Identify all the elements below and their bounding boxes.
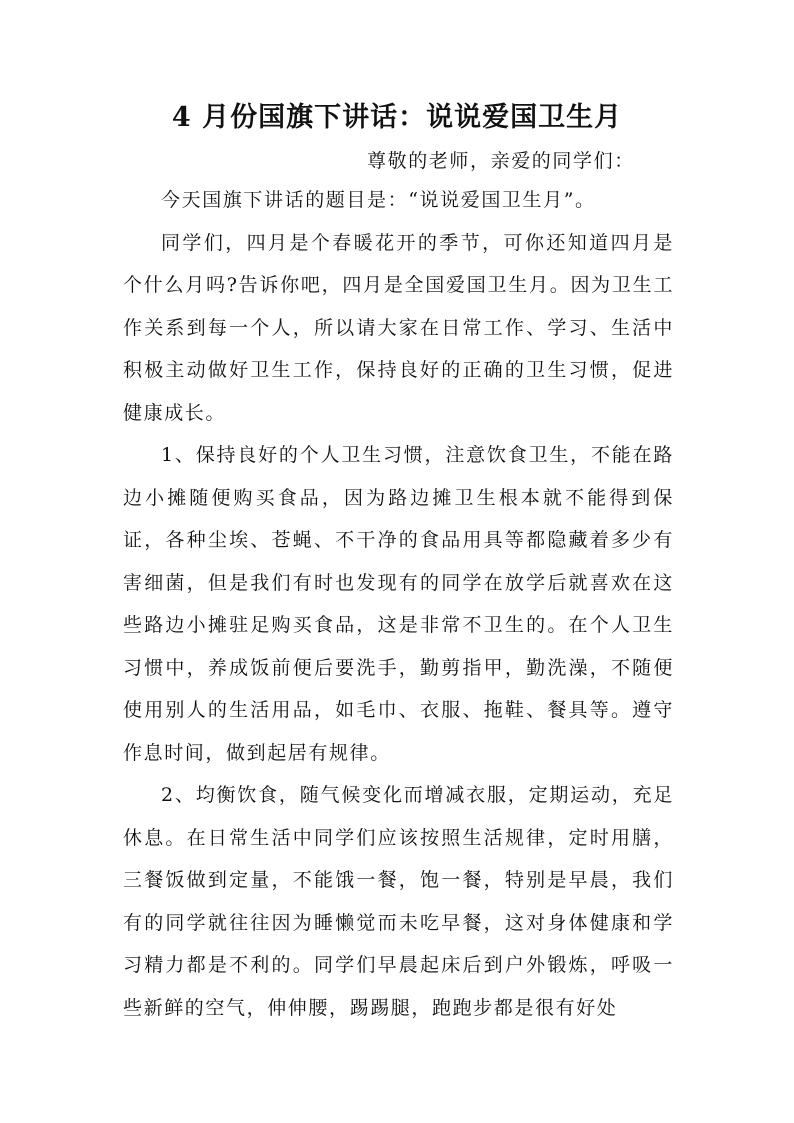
paragraph-intro: 同学们，四月是个春暖花开的季节，可你还知道四月是个什么月吗?告诉你吧，四月是全国爱国卫生月。因为卫生工作关系到每一个人，所以请大家在日常工作、学习、生活中积极主动做好卫生工作，保持良好的正确的卫生习惯，促进健康成长。	[123, 231, 674, 424]
paragraph-point-1: 1、保持良好的个人卫生习惯，注意饮食卫生，不能在路边小摊随便购买食品，因为路边摊卫生根本就不能得到保证，各种尘埃、苍蝇、不干净的食品用具等都隐藏着多少有害细菌，但是我们有时也发现有的同学在放学后就喜欢在这些路边小摊驻足购买食品，这是非常不卫生的。在个人卫生习惯中，养成饭前便后要洗手，勤剪指甲，勤洗澡，不随便使用别人的生活用品，如毛巾、衣服、拖鞋、餐具等。遵守作息时间，做到起居有规律。	[123, 444, 674, 764]
salutation: 尊敬的老师，亲爱的同学们：	[367, 150, 635, 172]
paragraph-point-2: 2、均衡饮食，随气候变化而增减衣服，定期运动，充足休息。在日常生活中同学们应该按照生活规律，定时用膳，三餐饭做到定量，不能饿一餐，饱一餐，特别是早晨，我们有的同学就往往因为睡懒觉而未吃早餐，这对身体健康和学习精力都是不利的。同学们早晨起床后到户外锻炼，呼吸一些新鲜的空气，伸伸腰，踢踢腿，跑跑步都是很有好处	[123, 784, 674, 1019]
document-body	[123, 179, 674, 1029]
paragraph-topic: 今天国旗下讲话的题目是：“说说爱国卫生月”。	[161, 189, 596, 211]
document-title: 4 月份国旗下讲话：说说爱国卫生月	[171, 102, 623, 133]
